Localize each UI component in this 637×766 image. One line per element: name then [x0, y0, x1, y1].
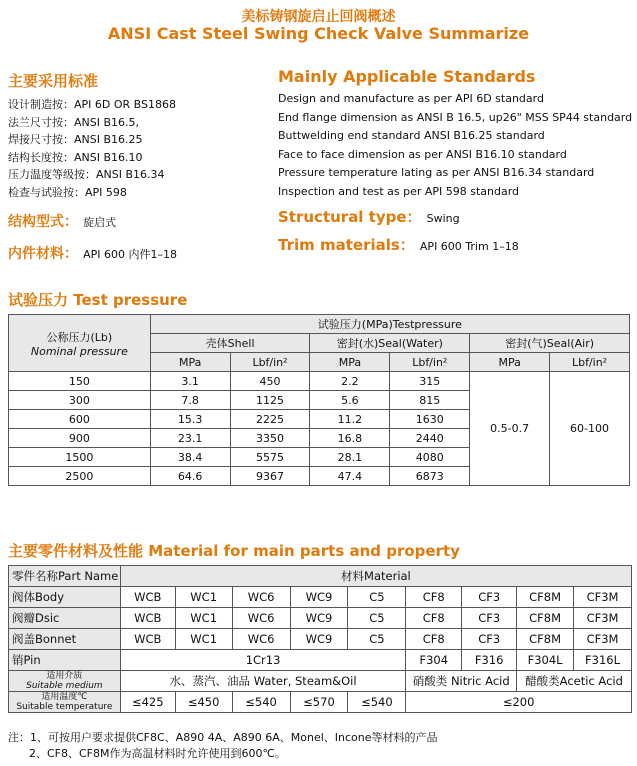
structure-value-en: Swing: [426, 212, 460, 225]
grade-cell: WC9: [290, 629, 348, 650]
structure-label-cn: 结构型式：: [8, 214, 78, 230]
grade-cell: CF8M: [517, 629, 574, 650]
water-lbf: 315: [390, 372, 470, 391]
standard-line-en: Face to face dimension as per ANSI B16.10 standard: [278, 147, 567, 161]
temperature-value: ≤425: [120, 692, 175, 713]
grade-cell: WC1: [175, 587, 232, 608]
grade-cell: C5: [348, 629, 406, 650]
temperature-value: ≤200: [406, 692, 632, 713]
trim-materials-en: [278, 234, 519, 255]
temperature-label-cn: 适用温度℃: [41, 692, 88, 702]
grade-cell: CF8M: [517, 608, 574, 629]
pin-material: F304L: [517, 650, 574, 671]
grade-cell: CF3: [462, 587, 517, 608]
trim-materials-cn: [8, 243, 177, 263]
unit-mpa: MPa: [310, 353, 390, 372]
trim-label-cn: 内件材料：: [8, 246, 78, 262]
standard-line-en: Inspection and test as per API 598 standard: [278, 184, 520, 198]
table-row: [9, 671, 632, 692]
table-row: [9, 372, 630, 391]
standard-line-en: Pressure temperature lating as per ANSI B16.34 standard: [278, 166, 595, 180]
standards-list-cn: [8, 96, 176, 201]
unit-lbf: Lbf/in²: [390, 353, 470, 372]
grade-cell: WC1: [175, 629, 232, 650]
seal-air-header: 密封(气)Seal(Air): [470, 334, 630, 353]
water-mpa: 16.8: [310, 429, 390, 448]
shell-lbf: 450: [230, 372, 310, 391]
unit-mpa: MPa: [470, 353, 550, 372]
notes: [8, 730, 438, 762]
nominal-pressure-en: Nominal pressure: [30, 344, 128, 358]
temperature-value: ≤450: [175, 692, 232, 713]
medium-value: 硝酸类 Nitric Acid: [406, 671, 517, 692]
bonnet-label: 阀盖Bonnet: [9, 629, 121, 650]
unit-mpa: MPa: [150, 353, 230, 372]
pressure-class: 1500: [9, 448, 151, 467]
medium-value: 水、蒸汽、油品 Water, Steam&Oil: [120, 671, 406, 692]
grade-cell: CF8: [406, 608, 462, 629]
nominal-pressure-header: [9, 315, 151, 372]
water-mpa: 11.2: [310, 410, 390, 429]
structure-type-en: [278, 206, 460, 227]
pin-material: 1Cr13: [120, 650, 406, 671]
shell-mpa: 64.6: [150, 467, 230, 486]
grade-cell: WC1: [175, 608, 232, 629]
trim-label-en: Trim materials：: [278, 236, 415, 254]
shell-mpa: 38.4: [150, 448, 230, 467]
shell-mpa: 7.8: [150, 391, 230, 410]
shell-lbf: 2225: [230, 410, 310, 429]
material-header: 材料Material: [120, 566, 631, 587]
water-lbf: 815: [390, 391, 470, 410]
test-pressure-header: 试验压力(MPa)Testpressure: [150, 315, 629, 334]
grade-cell: CF3: [462, 629, 517, 650]
table-row: [9, 587, 632, 608]
water-lbf: 1630: [390, 410, 470, 429]
standard-line-cn: 检查与试验按：API 598: [8, 185, 127, 199]
table-row: [9, 692, 632, 713]
standard-line-cn: 设计制造按：API 6D OR BS1868: [8, 98, 176, 111]
grade-cell: C5: [348, 587, 406, 608]
grade-cell: WCB: [120, 629, 175, 650]
air-lbf: 60-100: [550, 372, 630, 486]
note-line-2: 2、CF8、CF8M作为高温材料时允许使用到600℃。: [29, 747, 286, 760]
nominal-pressure-cn: 公称压力(Lb): [46, 330, 113, 344]
grade-cell: WC9: [290, 587, 348, 608]
trim-value-cn: API 600 内件1–18: [83, 248, 177, 261]
grade-cell: CF8: [406, 587, 462, 608]
grade-cell: WC6: [232, 587, 290, 608]
water-lbf: 2440: [390, 429, 470, 448]
water-lbf: 4080: [390, 448, 470, 467]
shell-mpa: 15.3: [150, 410, 230, 429]
table-row: [9, 650, 632, 671]
standard-line-en: Design and manufacture as per API 6D standard: [278, 92, 544, 105]
standards-heading-en: Mainly Applicable Standards: [278, 67, 536, 86]
water-mpa: 5.6: [310, 391, 390, 410]
medium-value: 醋酸类Acetic Acid: [517, 671, 632, 692]
structure-label-en: Structural type：: [278, 208, 422, 226]
grade-cell: WC6: [232, 608, 290, 629]
pin-label: 销Pin: [9, 650, 121, 671]
water-lbf: 6873: [390, 467, 470, 486]
trim-value-en: API 600 Trim 1–18: [419, 240, 519, 253]
title-english: ANSI Cast Steel Swing Check Valve Summarize: [107, 24, 530, 43]
seal-water-header: 密封(水)Seal(Water): [310, 334, 470, 353]
standards-list-en: [278, 90, 632, 202]
pressure-class: 2500: [9, 467, 151, 486]
shell-lbf: 3350: [230, 429, 310, 448]
air-mpa: 0.5-0.7: [470, 372, 550, 486]
unit-lbf: Lbf/in²: [550, 353, 630, 372]
medium-label-cn: 适用介质: [46, 671, 83, 681]
grade-cell: CF3: [462, 608, 517, 629]
shell-lbf: 5575: [230, 448, 310, 467]
pressure-class: 900: [9, 429, 151, 448]
temperature-value: ≤540: [348, 692, 406, 713]
title-chinese: 美标铸钢旋启止回阀概述: [241, 9, 396, 25]
medium-label-en: Suitable medium: [26, 681, 103, 691]
pin-material: F316L: [574, 650, 632, 671]
grade-cell: CF3M: [574, 629, 632, 650]
shell-header: 壳体Shell: [150, 334, 310, 353]
unit-lbf: Lbf/in²: [230, 353, 310, 372]
test-pressure-heading: 试验压力 Test pressure: [8, 291, 188, 309]
standard-line-cn: 焊接尺寸按：ANSI B16.25: [8, 133, 143, 146]
body-label: 阀体Body: [9, 587, 121, 608]
shell-mpa: 23.1: [150, 429, 230, 448]
grade-cell: CF3M: [574, 608, 632, 629]
standard-line-cn: 压力温度等级按：ANSI B16.34: [8, 168, 165, 181]
pin-material: F304: [406, 650, 462, 671]
grade-cell: CF3M: [574, 587, 632, 608]
temperature-value: ≤540: [232, 692, 290, 713]
grade-cell: CF8: [406, 629, 462, 650]
standards-heading-cn: 主要采用标准: [8, 72, 99, 90]
temperature-label-en: Suitable temperature: [16, 702, 113, 712]
shell-lbf: 1125: [230, 391, 310, 410]
shell-lbf: 9367: [230, 467, 310, 486]
note-line-1: 注：1、可按用户要求提供CF8C、A890 4A、A890 6A、Monel、Incone等材料的产品: [8, 731, 438, 744]
water-mpa: 47.4: [310, 467, 390, 486]
pressure-class: 600: [9, 410, 151, 429]
grade-cell: WC6: [232, 629, 290, 650]
standard-line-en: End flange dimension as ANSI B 16.5, up26" MSS SP44 standard: [278, 110, 633, 124]
medium-label: [9, 671, 121, 692]
part-name-header: 零件名称Part Name: [9, 566, 121, 587]
disc-label: 阀瓣Dsic: [9, 608, 121, 629]
test-pressure-table: [8, 314, 630, 486]
shell-mpa: 3.1: [150, 372, 230, 391]
pressure-class: 300: [9, 391, 151, 410]
grade-cell: C5: [348, 608, 406, 629]
standard-line-cn: 法兰尺寸按：ANSI B16.5,: [8, 115, 140, 129]
materials-heading: 主要零件材料及性能 Material for main parts and property: [8, 542, 460, 560]
standard-line-en: Buttwelding end standard ANSI B16.25 standard: [278, 129, 545, 143]
grade-cell: CF8M: [517, 587, 574, 608]
structure-value-cn: 旋启式: [83, 216, 117, 229]
structure-type-cn: [8, 211, 116, 231]
standard-line-cn: 结构长度按：ANSI B16.10: [8, 150, 143, 164]
pressure-class: 150: [9, 372, 151, 391]
table-row: [9, 629, 632, 650]
temperature-label: [9, 692, 121, 713]
water-mpa: 2.2: [310, 372, 390, 391]
grade-cell: WCB: [120, 608, 175, 629]
grade-cell: WC9: [290, 608, 348, 629]
grade-cell: WCB: [120, 587, 175, 608]
pin-material: F316: [462, 650, 517, 671]
table-row: [9, 608, 632, 629]
materials-table: [8, 565, 632, 713]
water-mpa: 28.1: [310, 448, 390, 467]
temperature-value: ≤570: [290, 692, 348, 713]
